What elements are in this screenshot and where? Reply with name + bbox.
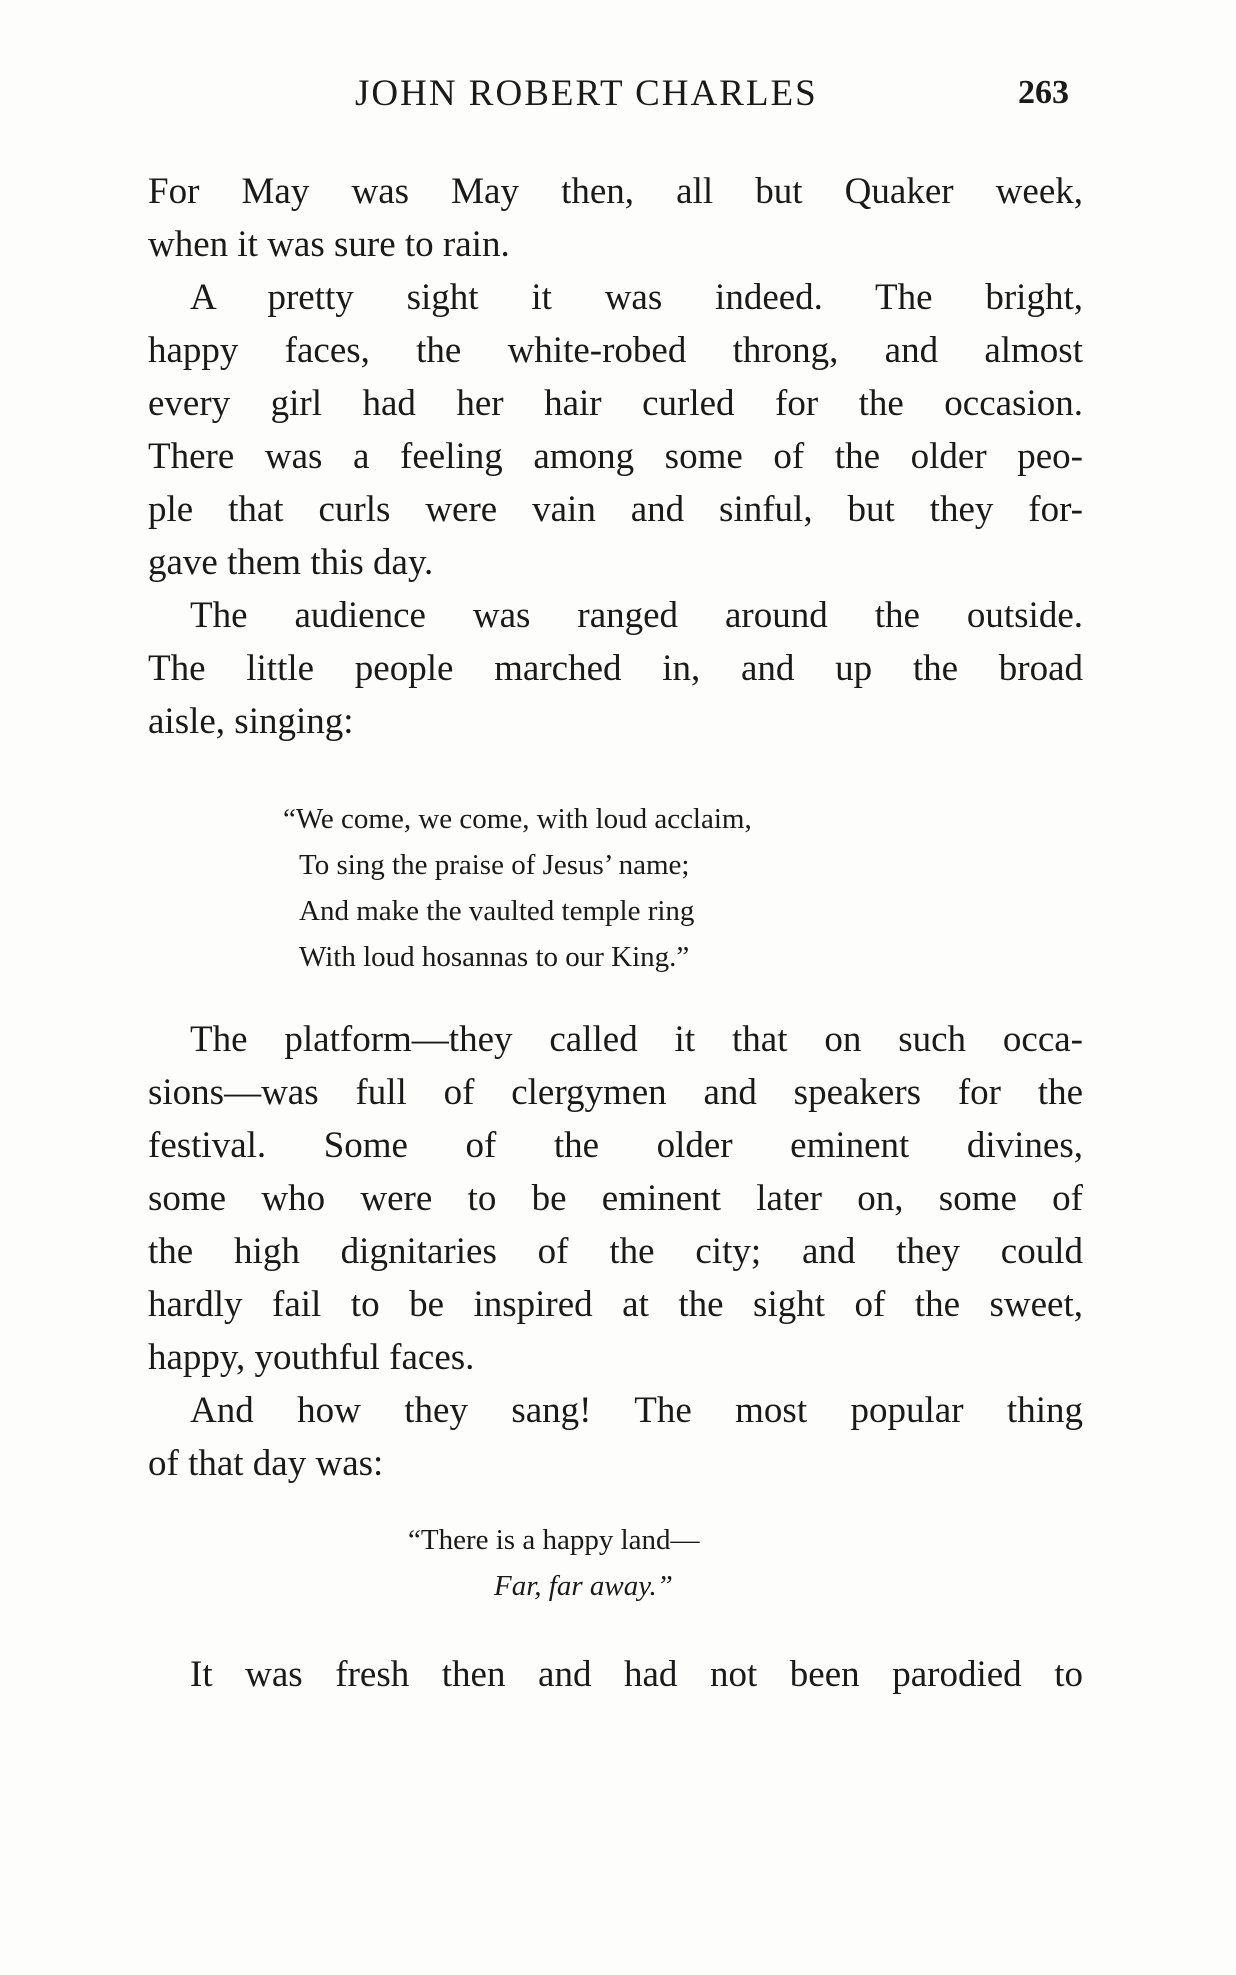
verse-line: With loud hosannas to our King.” [299, 941, 690, 973]
text-line: every girl had her hair curled for the occasion. [148, 383, 1083, 424]
verse-line: And make the vaulted temple ring [299, 895, 695, 927]
text-line: happy, youthful faces. [148, 1337, 475, 1378]
verse-line: “There is a happy land— [408, 1524, 700, 1556]
text-line: A pretty sight it was indeed. The bright, [190, 277, 1083, 318]
text-line: hardly fail to be inspired at the sight of the sweet, [148, 1284, 1083, 1325]
text-line: the high dignitaries of the city; and they could [148, 1231, 1083, 1272]
paragraph-6 [148, 1648, 1083, 1701]
song-verse [408, 1517, 700, 1609]
text-line: And how they sang! The most popular thing [190, 1390, 1083, 1431]
paragraph-2 [148, 271, 1083, 589]
text-line: There was a feeling among some of the older peo- [148, 436, 1083, 477]
verse-line: “We come, we come, with loud acclaim, [283, 803, 752, 835]
running-title: JOHN ROBERT CHARLES [355, 73, 818, 114]
paragraph-1 [148, 165, 1083, 271]
running-head [0, 72, 1236, 122]
verse-line: To sing the praise of Jesus’ name; [299, 849, 690, 881]
text-line: ple that curls were vain and sinful, but they for- [148, 489, 1083, 530]
text-line: The audience was ranged around the outside. [190, 595, 1083, 636]
text-line: For May was May then, all but Quaker week, [148, 171, 1083, 212]
verse-line: Far, far away.” [494, 1570, 673, 1602]
text-line: gave them this day. [148, 542, 434, 583]
text-line: happy faces, the white-robed throng, and almost [148, 330, 1083, 371]
text-line: It was fresh then and had not been parodied to [190, 1654, 1083, 1695]
text-line: sions—was full of clergymen and speakers for the [148, 1072, 1083, 1113]
text-line: The little people marched in, and up the broad [148, 648, 1083, 689]
paragraph-3 [148, 589, 1083, 748]
paragraph-4 [148, 1013, 1083, 1384]
text-line: The platform—they called it that on such occa- [190, 1019, 1083, 1060]
text-line: of that day was: [148, 1443, 384, 1484]
paragraph-5 [148, 1384, 1083, 1490]
text-line: when it was sure to rain. [148, 224, 510, 265]
text-line: some who were to be eminent later on, some of [148, 1178, 1083, 1219]
page-number: 263 [1018, 74, 1069, 111]
text-line: festival. Some of the older eminent divines, [148, 1125, 1083, 1166]
text-line: aisle, singing: [148, 701, 354, 742]
hymn-verse [283, 796, 752, 980]
